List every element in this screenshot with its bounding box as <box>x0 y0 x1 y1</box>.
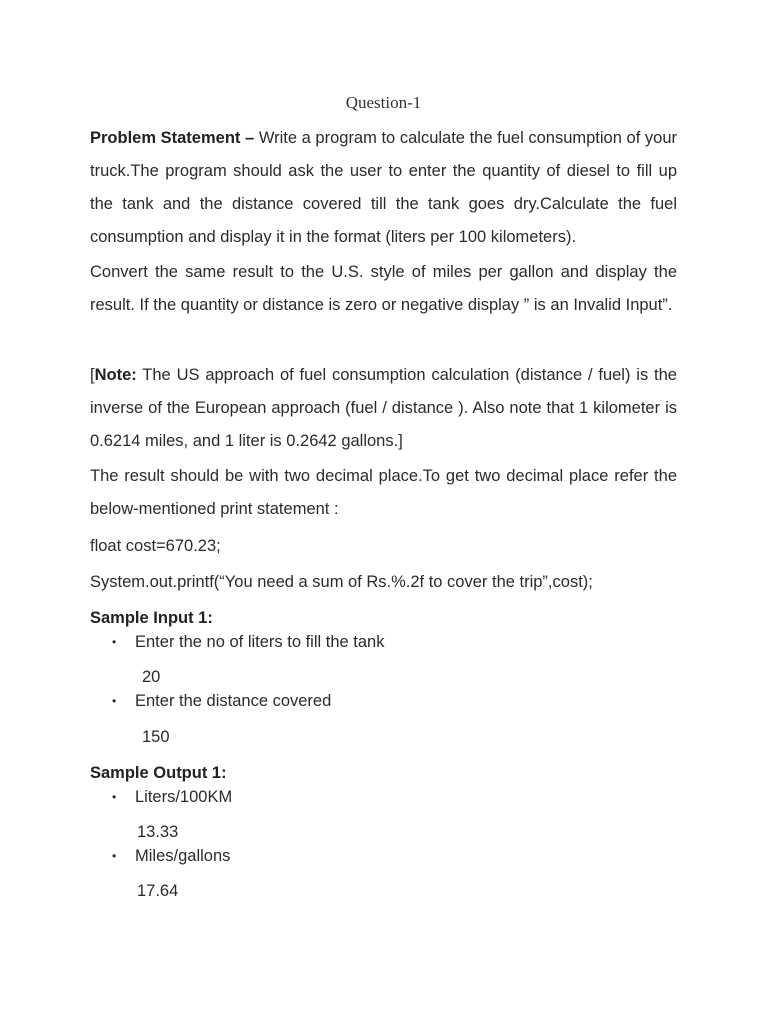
sample-input-value: 20 <box>142 668 161 686</box>
problem-statement-label: Problem Statement – <box>90 129 255 147</box>
bullet-icon: • <box>112 635 117 649</box>
bullet-icon: • <box>112 790 117 804</box>
sample-output-label: Liters/100KM <box>135 788 233 806</box>
problem-statement <box>90 122 677 254</box>
sample-output-value: 13.33 <box>137 823 179 841</box>
code-line-float: float cost=670.23; <box>90 537 221 555</box>
sample-output-heading: Sample Output 1: <box>90 764 227 782</box>
note-paragraph <box>90 359 677 458</box>
sample-output-value: 17.64 <box>137 882 179 900</box>
bullet-icon: • <box>112 849 117 863</box>
question-title: Question-1 <box>345 93 422 112</box>
problem-statement-text: Write a program to calculate the fuel consumption of your truck.The program should ask the user to enter the quantity of diesel to fill up the tank and the distance covered till the tank goes dry.Calculate the fuel consumption and display it in the format (liters per 100 kilometers). <box>90 129 677 246</box>
note-text: The US approach of fuel consumption calculation (distance / fuel) is the inverse of the European approach (fuel / distance ). Also note that 1 kilometer is 0.6214 miles, and 1 liter is 0.2642 gallons.] <box>90 366 677 450</box>
convert-paragraph: Convert the same result to the U.S. style of miles per gallon and display the result. If the quantity or distance is zero or negative display ” is an Invalid Input”. <box>90 263 677 314</box>
sample-input-heading: Sample Input 1: <box>90 609 213 627</box>
code-line-printf: System.out.printf(“You need a sum of Rs.%.2f to cover the trip”,cost); <box>90 573 593 591</box>
sample-input-value: 150 <box>142 728 170 746</box>
sample-output-label: Miles/gallons <box>135 847 231 865</box>
sample-input-label: Enter the no of liters to fill the tank <box>135 633 385 651</box>
note-open-bracket: [ <box>90 366 95 384</box>
sample-input-label: Enter the distance covered <box>135 692 332 710</box>
note-label: Note: <box>94 366 137 384</box>
decimal-paragraph: The result should be with two decimal place.To get two decimal place refer the below-mentioned print statement : <box>90 467 677 518</box>
bullet-icon: • <box>112 694 117 708</box>
